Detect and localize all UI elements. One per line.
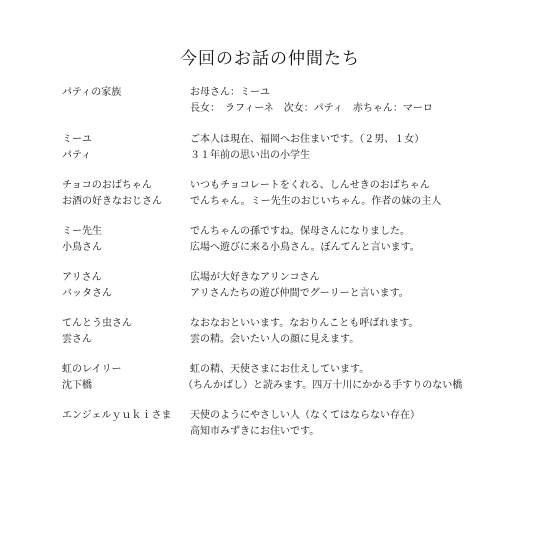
entry-label: エンジェルｙｕｋｉさま bbox=[62, 410, 172, 421]
entry-label: パティ bbox=[62, 150, 92, 161]
entry-label: お酒の好きなおじさん bbox=[62, 196, 162, 207]
entry-label: 小鳥さん bbox=[62, 242, 102, 253]
entry-label: チョコのおばちゃん bbox=[62, 180, 152, 191]
entry-description: 高知市みずきにお住いです。 bbox=[190, 426, 320, 437]
entry-label: アリさん bbox=[62, 272, 102, 283]
page-title: 今回のお話の仲間たち bbox=[180, 49, 360, 69]
entry-description: 天使のようにやさしい人（なくてはならない存在） bbox=[190, 410, 420, 421]
entry-description: でんちゃん。ミー先生のおじいちゃん。作者の妹の主人 bbox=[190, 196, 442, 207]
entry-description: お母さん：ミーユ bbox=[190, 87, 270, 98]
entry-label: パティの家族 bbox=[62, 87, 122, 98]
entry-label: バッタさん bbox=[62, 288, 112, 299]
entry-label: ミー先生 bbox=[62, 226, 102, 237]
entry-description: いつもチョコレートをくれる、しんせきのおばちゃん bbox=[190, 180, 430, 191]
entry-description: アリさんたちの遊び仲間でグーリーと言います。 bbox=[190, 288, 409, 299]
entry-description: 長女： ラフィーネ 次女：パティ 赤ちゃん：マーロ bbox=[190, 103, 433, 114]
entry-label: てんとう虫さん bbox=[62, 318, 132, 329]
entry-description: 虹の精、天使さまにお仕えしています。 bbox=[190, 364, 370, 375]
entry-label: ミーユ bbox=[62, 134, 92, 145]
entry-description: でんちゃんの孫ですね。保母さんになりました。 bbox=[190, 226, 410, 237]
entry-description: 広場へ遊びに来る小鳥さん。ぼんてんと言います。 bbox=[190, 242, 420, 253]
entry-label: 虹のレイリー bbox=[62, 364, 122, 375]
entry-description: ３１年前の思い出の小学生 bbox=[190, 150, 310, 161]
entry-description: ご本人は現在、福岡へお住まいです。（２男、１女） bbox=[190, 134, 425, 145]
entry-description: 雲の精。会いたい人の顔に見えます。 bbox=[190, 334, 360, 345]
entry-description: なおなおといいます。なおりんことも呼ばれます。 bbox=[190, 318, 419, 329]
entry-description: 広場が大好きなアリンコさん bbox=[190, 272, 320, 283]
entry-label: 雲さん bbox=[62, 334, 92, 345]
entry-description: （ちんかばし）と読みます。四万十川にかかる手すりのない橋 bbox=[183, 380, 463, 391]
entry-label: 沈下橋 bbox=[62, 380, 92, 391]
